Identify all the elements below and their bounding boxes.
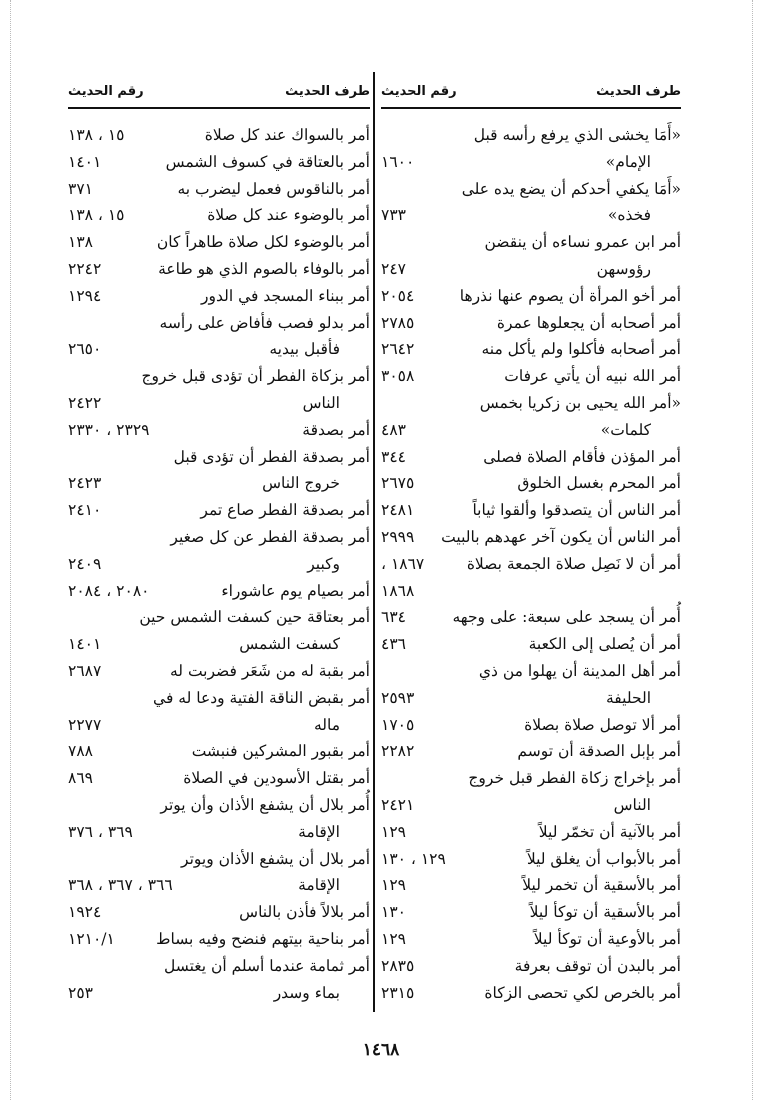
index-entry-row xyxy=(68,283,370,310)
index-entry-row xyxy=(68,658,370,685)
entry-hadith-number: ٢٤٨١ xyxy=(381,501,415,520)
index-entry-row xyxy=(381,122,681,149)
index-entry-row xyxy=(68,738,370,765)
right-column-entries xyxy=(381,122,681,1006)
entry-hadith-number: ٢٤٢١ xyxy=(381,795,415,814)
entry-text: أمر بقبض الناقة الفتية ودعا له في xyxy=(153,688,370,707)
entry-text: أمر بإبل الصدقة أن توسم xyxy=(517,742,681,761)
entry-text: أمر بالآنية أن تخمّر ليلاً xyxy=(538,822,681,841)
index-entry-row xyxy=(381,256,681,283)
entry-hadith-number: ٢٤٧ xyxy=(381,259,406,278)
entry-text: وكبير xyxy=(307,554,340,573)
index-entry-row xyxy=(68,176,370,203)
index-entry-row xyxy=(381,738,681,765)
entry-text: أمر بقتل الأسودين في الصلاة xyxy=(183,769,370,788)
entry-text: الإمام» xyxy=(605,152,651,171)
index-entry-row xyxy=(381,202,681,229)
entry-text: كلمات» xyxy=(600,420,651,439)
index-entry-row xyxy=(68,631,370,658)
entry-hadith-number: ١٧٠٥ xyxy=(381,715,415,734)
index-entry-row xyxy=(381,765,681,792)
index-entry-row xyxy=(381,685,681,712)
index-entry-row xyxy=(68,524,370,551)
entry-hadith-number: ٧٨٨ xyxy=(68,742,93,761)
entry-hadith-number: ١٦٠٠ xyxy=(381,152,415,171)
page-edge-left xyxy=(10,0,11,1100)
entry-hadith-number: ٢٠٨٠ ، ٢٠٨٤ xyxy=(68,581,150,600)
index-entry-row xyxy=(381,658,681,685)
entry-hadith-number: ٤٨٣ xyxy=(381,420,406,439)
entry-hadith-number: ٢٢٧٧ xyxy=(68,715,102,734)
entry-text: الإقامة xyxy=(298,876,340,895)
entry-hadith-number: ٢٥٣ xyxy=(68,983,93,1002)
entry-hadith-number: ٢٦٧٥ xyxy=(381,474,415,493)
entry-text: أمر أن لا نَصِل صلاة الجمعة بصلاة xyxy=(466,554,681,573)
entry-text: أمر الله نبيه أن يأتي عرفات xyxy=(504,367,681,386)
index-entry-row xyxy=(68,899,370,926)
entry-text: أمر بصدقة xyxy=(302,420,370,439)
entry-text: أمر الناس أن يكون آخر عهدهم بالبيت xyxy=(441,527,681,546)
index-entry-row xyxy=(381,444,681,471)
entry-hadith-number: ١٨٦٧ ، xyxy=(381,554,425,573)
entry-hadith-number: ١٤٠١ xyxy=(68,152,102,171)
entry-text: أمر ألا توصل صلاة بصلاة xyxy=(524,715,681,734)
index-entry-row xyxy=(68,336,370,363)
entry-hadith-number: ١٢١٠/١ xyxy=(68,929,115,948)
entry-text: أمر أن يُصلى إلى الكعبة xyxy=(528,635,681,654)
entry-text: أمر بالأبواب أن يغلق ليلاً xyxy=(526,849,681,868)
entry-text: أمر بلالاً فأذن بالناس xyxy=(239,903,370,922)
entry-hadith-number: ٢٧٨٥ xyxy=(381,313,415,332)
entry-hadith-number: ٣٠٥٨ xyxy=(381,367,415,386)
index-entry-row xyxy=(381,980,681,1007)
entry-text: أمر بالوضوء عند كل صلاة xyxy=(207,206,370,225)
entry-text: أمر بالناقوس فعمل ليضرب به xyxy=(177,179,370,198)
left-header-rule xyxy=(68,107,370,109)
entry-text: رؤوسهن xyxy=(596,259,651,278)
entry-hadith-number: ٢٨٣٥ xyxy=(381,956,415,975)
entry-text: أمر بقبة له من شَعَر فضربت له xyxy=(170,661,370,680)
entry-hadith-number: ١٥ ، ١٣٨ xyxy=(68,126,125,144)
entry-text: «أَمَا يخشى الذي يرفع رأسه قبل xyxy=(473,126,681,144)
entry-text: أمر بقبور المشركين فنبشت xyxy=(191,742,370,761)
entry-hadith-number: ٢٦٥٠ xyxy=(68,340,102,359)
entry-text: أمر ببناء المسجد في الدور xyxy=(201,286,370,305)
index-entry-row xyxy=(68,149,370,176)
entry-text: أُمر أن يسجد على سبعة: على وجهه xyxy=(452,608,681,627)
index-entry-row xyxy=(68,444,370,471)
index-entry-row xyxy=(381,551,681,578)
entry-text: فأقبل بيديه xyxy=(269,340,340,359)
index-entry-row xyxy=(381,792,681,819)
index-entry-row xyxy=(68,765,370,792)
entry-text: أمر بصدقة الفطر صاع تمر xyxy=(200,501,370,520)
entry-text: أمر بالبدن أن توقف بعرفة xyxy=(514,956,681,975)
entry-text: الإقامة xyxy=(298,822,340,841)
index-entry-row xyxy=(68,122,370,149)
entry-hadith-number: ٢٠٥٤ xyxy=(381,286,415,305)
index-entry-row xyxy=(381,497,681,524)
index-entry-row xyxy=(68,417,370,444)
entry-text: أمر بالعتاقة في كسوف الشمس xyxy=(165,152,370,171)
entry-hadith-number: ١٨٦٨ xyxy=(381,581,415,600)
entry-text: أمر بالوفاء بالصوم الذي هو طاعة xyxy=(158,259,370,278)
entry-hadith-number: ٨٦٩ xyxy=(68,769,93,788)
index-entry-row xyxy=(381,819,681,846)
left-header-entry: طرف الحديث xyxy=(285,84,370,99)
index-entry-row xyxy=(381,524,681,551)
index-entry-row xyxy=(381,899,681,926)
index-entry-row xyxy=(381,846,681,873)
index-entry-row xyxy=(381,363,681,390)
entry-hadith-number: ١٥ ، ١٣٨ xyxy=(68,206,125,225)
entry-text: أمر بدلو فصب فأفاض على رأسه xyxy=(159,313,370,332)
entry-text: أمر ثمامة عندما أسلم أن يغتسل xyxy=(164,956,370,975)
index-entry-row xyxy=(68,310,370,337)
index-entry-row xyxy=(381,631,681,658)
entry-text: أمر بزكاة الفطر أن تؤدى قبل خروج xyxy=(141,367,370,386)
entry-text: «أَمَا يكفي أحدكم أن يضع يده على xyxy=(461,179,681,198)
entry-hadith-number: ٢٤١٠ xyxy=(68,501,102,520)
index-entry-row xyxy=(68,551,370,578)
index-entry-row xyxy=(68,470,370,497)
entry-text: بماء وسدر xyxy=(273,983,340,1002)
entry-text: كسفت الشمس xyxy=(239,635,340,654)
entry-hadith-number: ٣٧١ xyxy=(68,179,93,198)
entry-hadith-number: ١٢٩٤ xyxy=(68,286,102,305)
entry-text: أمر بالسواك عند كل صلاة xyxy=(204,126,370,144)
entry-hadith-number: ١٢٩ xyxy=(381,822,406,841)
index-entry-row xyxy=(68,819,370,846)
entry-text: «أمر الله يحيى بن زكريا بخمس xyxy=(479,393,681,412)
entry-text: أمر بالأوعية أن توكأ ليلاً xyxy=(533,929,681,948)
index-entry-row xyxy=(68,846,370,873)
entry-text: أمر أصحابه فأكلوا ولم يأكل منه xyxy=(481,340,681,359)
right-column-header xyxy=(381,84,681,106)
entry-hadith-number: ٢٢٤٢ xyxy=(68,259,102,278)
entry-text: الحليفة xyxy=(606,688,651,707)
entry-hadith-number: ٣٦٦ ، ٣٦٧ ، ٣٦٨ xyxy=(68,876,173,895)
index-entry-row xyxy=(381,953,681,980)
entry-hadith-number: ١٤٠١ xyxy=(68,635,102,654)
right-header-number: رقم الحديث xyxy=(381,84,457,99)
entry-text: أمر بصيام يوم عاشوراء xyxy=(221,581,370,600)
entry-hadith-number: ١٣٨ xyxy=(68,233,93,252)
entry-hadith-number: ٢٤٠٩ xyxy=(68,554,102,573)
entry-text: أمر بصدقة الفطر عن كل صغير xyxy=(170,527,370,546)
entry-text: الناس xyxy=(613,795,651,814)
index-entry-row xyxy=(381,176,681,203)
entry-hadith-number: ٢٩٩٩ xyxy=(381,527,415,546)
entry-hadith-number: ٧٣٣ xyxy=(381,206,406,225)
entry-hadith-number: ٦٣٤ xyxy=(381,608,406,627)
index-entry-row xyxy=(68,980,370,1007)
entry-hadith-number: ٢٣٢٩ ، ٢٣٣٠ xyxy=(68,420,150,439)
entry-text: ماله xyxy=(313,715,340,734)
index-entry-row xyxy=(381,336,681,363)
entry-hadith-number: ٢٦٨٧ xyxy=(68,661,102,680)
index-entry-row xyxy=(68,712,370,739)
entry-text: أمر أخو المرأة أن يصوم عنها نذرها xyxy=(459,286,681,305)
index-entry-row xyxy=(68,953,370,980)
entry-text: أمر بالأسقية أن تخمر ليلاً xyxy=(522,876,681,895)
index-entry-row xyxy=(381,310,681,337)
column-divider xyxy=(373,72,375,1012)
entry-hadith-number: ٢٢٨٢ xyxy=(381,742,415,761)
entry-text: أمر بالخرص لكي تحصى الزكاة xyxy=(484,983,681,1002)
index-entry-row xyxy=(381,283,681,310)
entry-text: الناس xyxy=(302,393,340,412)
entry-text: أمر بناحية بيتهم فنضح وفيه بساط xyxy=(156,929,370,948)
entry-hadith-number: ٢٦٤٢ xyxy=(381,340,415,359)
index-entry-row xyxy=(68,497,370,524)
index-entry-row xyxy=(68,604,370,631)
entry-hadith-number: ١٢٩ xyxy=(381,929,406,948)
entry-hadith-number: ١٣٠ xyxy=(381,903,406,922)
index-entry-row xyxy=(68,202,370,229)
index-entry-row xyxy=(68,578,370,605)
page-number: ١٤٦٨ xyxy=(362,1040,400,1060)
index-entry-row xyxy=(381,712,681,739)
entry-text: أمر بلال أن يشفع الأذان ويوتر xyxy=(181,849,370,868)
entry-hadith-number: ١٢٩ ، ١٣٠ xyxy=(381,849,446,868)
index-entry-row xyxy=(68,685,370,712)
index-entry-row xyxy=(381,470,681,497)
entry-text: أمر المؤذن فأقام الصلاة فصلى xyxy=(483,447,681,466)
entry-hadith-number: ٣٤٤ xyxy=(381,447,406,466)
index-entry-row xyxy=(68,792,370,819)
index-entry-row xyxy=(68,872,370,899)
entry-hadith-number: ٣٦٩ ، ٣٧٦ xyxy=(68,822,133,841)
index-entry-row xyxy=(381,229,681,256)
entry-hadith-number: ٤٣٦ xyxy=(381,635,406,654)
entry-hadith-number: ١٩٢٤ xyxy=(68,903,102,922)
left-header-number: رقم الحديث xyxy=(68,84,144,99)
index-entry-row xyxy=(381,604,681,631)
entry-text: خروج الناس xyxy=(262,474,340,493)
entry-text: فخذه» xyxy=(607,206,651,225)
entry-text: أُمر بلال أن يشفع الأذان وأن يوتر xyxy=(160,795,370,814)
entry-hadith-number: ٢٤٢٣ xyxy=(68,474,102,493)
index-entry-row xyxy=(381,872,681,899)
entry-hadith-number: ٢٤٢٢ xyxy=(68,393,102,412)
entry-text: أمر بصدقة الفطر أن تؤدى قبل xyxy=(173,447,370,466)
entry-hadith-number: ٢٥٩٣ xyxy=(381,688,415,707)
entry-text: أمر بالأسقية أن توكأ ليلاً xyxy=(529,903,681,922)
index-entry-row xyxy=(68,926,370,953)
entry-text: أمر أصحابه أن يجعلوها عمرة xyxy=(496,313,681,332)
index-entry-row xyxy=(381,149,681,176)
right-header-entry: طرف الحديث xyxy=(596,84,681,99)
index-entry-row xyxy=(381,578,681,605)
left-column-entries xyxy=(68,122,370,1006)
entry-text: أمر الناس أن يتصدقوا وألقوا ثياباً xyxy=(472,501,681,520)
entry-text: أمر ابن عمرو نساءه أن ينقضن xyxy=(484,233,681,252)
page-edge-right xyxy=(752,0,753,1100)
left-column-header xyxy=(68,84,370,106)
entry-text: أمر بالوضوء لكل صلاة طاهراً كان xyxy=(156,233,370,252)
index-entry-row xyxy=(381,390,681,417)
entry-text: أمر أهل المدينة أن يهلوا من ذي xyxy=(478,661,681,680)
entry-text: أمر المحرم بغسل الخلوق xyxy=(517,474,681,493)
index-entry-row xyxy=(68,229,370,256)
right-header-rule xyxy=(381,107,681,109)
index-entry-row xyxy=(68,256,370,283)
entry-text: أمر بإخراج زكاة الفطر قبل خروج xyxy=(468,769,681,788)
entry-hadith-number: ١٢٩ xyxy=(381,876,406,895)
index-entry-row xyxy=(68,363,370,390)
index-entry-row xyxy=(381,926,681,953)
entry-hadith-number: ٢٣١٥ xyxy=(381,983,415,1002)
index-entry-row xyxy=(68,390,370,417)
index-entry-row xyxy=(381,417,681,444)
entry-text: أمر بعتاقة حين كسفت الشمس حين xyxy=(139,608,370,627)
